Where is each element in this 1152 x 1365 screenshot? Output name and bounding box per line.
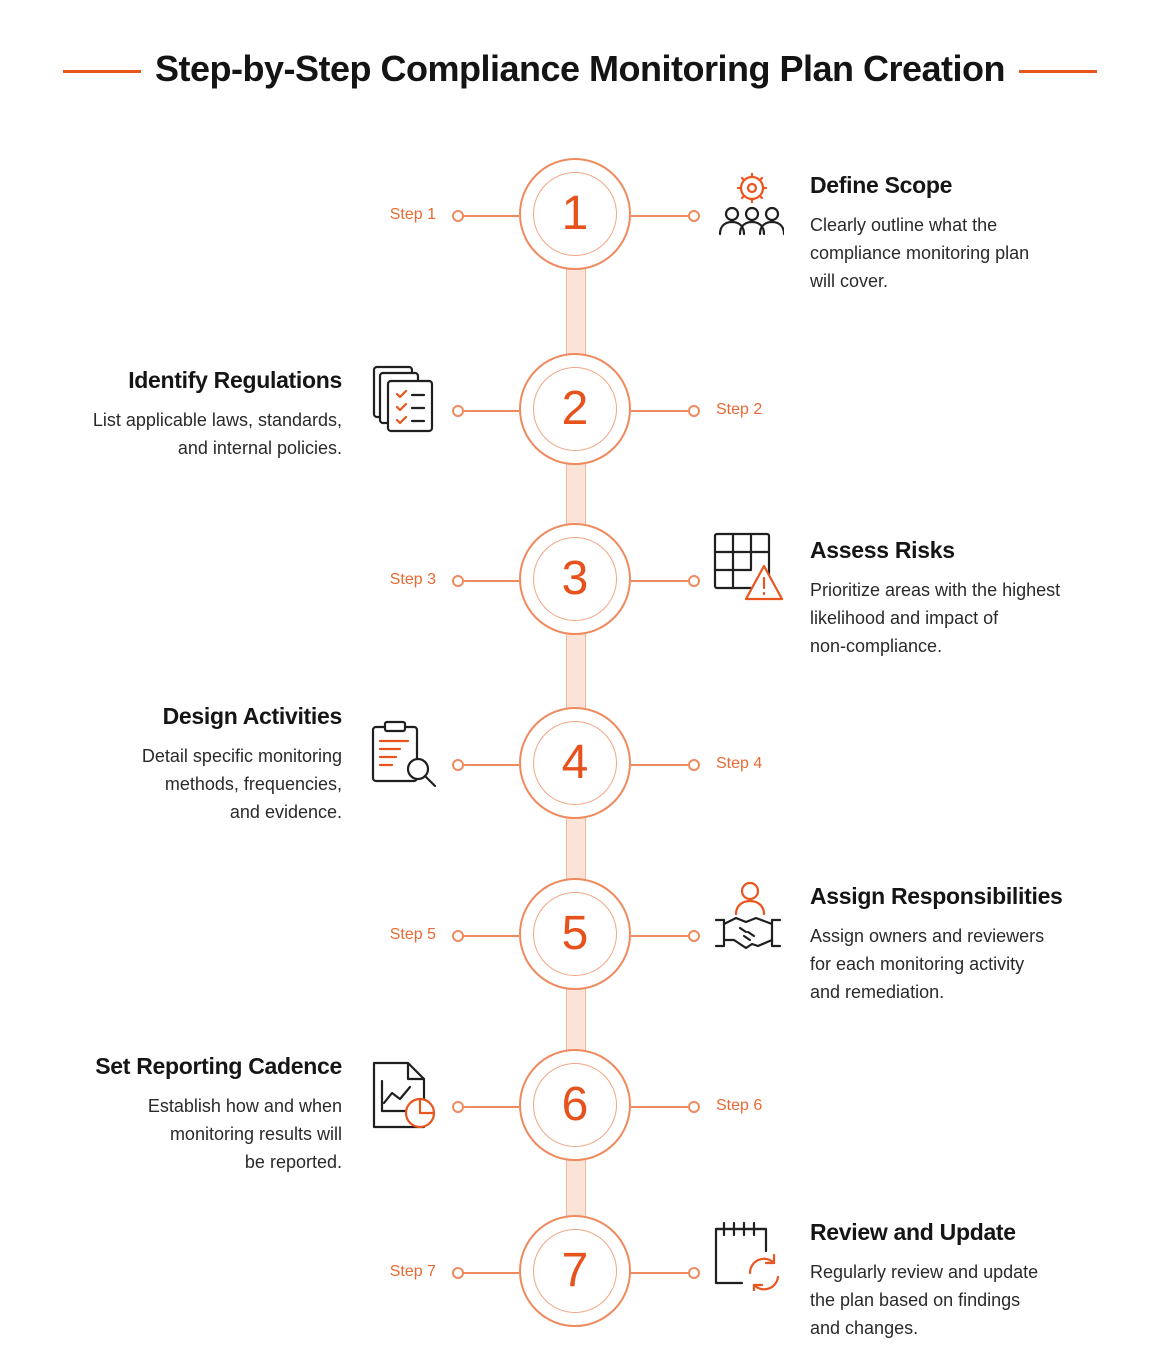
step-heading: Define Scope <box>810 172 953 198</box>
connector-line-left <box>462 935 519 937</box>
connector-line-right <box>631 1106 688 1108</box>
connector-dot-right <box>688 210 700 222</box>
step-text <box>810 883 1110 1006</box>
desc-line: Regularly review and update <box>810 1262 1039 1282</box>
person-handshake-icon <box>712 880 784 952</box>
step-label: Step 1 <box>389 206 436 223</box>
step-text <box>810 172 1110 295</box>
connector-line-right <box>631 1272 688 1274</box>
connector-line-right <box>631 580 688 582</box>
desc-line: non-compliance. <box>810 636 943 656</box>
step-heading: Identify Regulations <box>128 367 342 393</box>
connector-line-left <box>462 1272 519 1274</box>
connector-dot-right <box>688 930 700 942</box>
desc-line: and internal policies. <box>177 438 342 458</box>
title-rule-right <box>1019 70 1097 73</box>
desc-line: likelihood and impact of <box>810 608 999 628</box>
step-heading: Design Activities <box>162 703 342 729</box>
step-text <box>810 1219 1110 1342</box>
step-number-badge <box>519 523 631 635</box>
desc-line: for each monitoring activity <box>810 954 1025 974</box>
page-title: Step-by-Step Compliance Monitoring Plan Creation <box>154 48 1006 89</box>
desc-line: and evidence. <box>229 802 342 822</box>
desc-line: and changes. <box>810 1318 919 1338</box>
connector-line-left <box>462 764 519 766</box>
desc-line: Clearly outline what the <box>810 215 998 235</box>
step-description <box>42 406 342 462</box>
step-label: Step 4 <box>716 755 763 772</box>
step-number-badge <box>519 878 631 990</box>
step-text <box>42 367 342 462</box>
desc-line: monitoring results will <box>169 1124 342 1144</box>
step-text <box>42 703 342 826</box>
connector-dot-right <box>688 405 700 417</box>
connector-dot-right <box>688 575 700 587</box>
step-description <box>42 742 342 826</box>
connector-line-left <box>462 215 519 217</box>
connector-line-left <box>462 1106 519 1108</box>
desc-line: Establish how and when <box>147 1096 342 1116</box>
desc-line: be reported. <box>244 1152 342 1172</box>
clipboard-search-icon <box>368 719 440 791</box>
desc-line: List applicable laws, standards, <box>92 410 342 430</box>
connector-line-left <box>462 580 519 582</box>
desc-line: will cover. <box>810 271 889 291</box>
desc-line: the plan based on findings <box>810 1290 1021 1310</box>
connector-line-right <box>631 764 688 766</box>
step-description <box>810 576 1110 660</box>
step-label: Step 3 <box>389 571 436 588</box>
calendar-refresh-icon <box>712 1219 784 1291</box>
step-label: Step 5 <box>389 926 436 943</box>
step-number: 6 <box>533 1063 617 1147</box>
step-number: 1 <box>533 172 617 256</box>
step-label: Step 6 <box>716 1097 763 1114</box>
step-number: 5 <box>533 892 617 976</box>
connector-line-right <box>631 935 688 937</box>
desc-line: Detail specific monitoring <box>141 746 342 766</box>
step-heading: Assign Responsibilities <box>810 883 1063 909</box>
step-number: 2 <box>533 367 617 451</box>
step-description <box>810 922 1110 1006</box>
step-number: 4 <box>533 721 617 805</box>
connector-line-right <box>631 215 688 217</box>
team-gear-icon <box>712 168 784 240</box>
step-number: 7 <box>533 1229 617 1313</box>
desc-line: Prioritize areas with the highest <box>810 580 1061 600</box>
checklist-documents-icon <box>368 363 440 435</box>
connector-dot-right <box>688 1101 700 1113</box>
step-number: 3 <box>533 537 617 621</box>
step-heading: Assess Risks <box>810 537 955 563</box>
step-heading: Review and Update <box>810 1219 1016 1245</box>
step-text <box>810 537 1110 660</box>
step-text <box>42 1053 342 1176</box>
step-number-badge <box>519 158 631 270</box>
desc-line: compliance monitoring plan <box>810 243 1030 263</box>
step-label: Step 7 <box>389 1263 436 1280</box>
connector-line-right <box>631 410 688 412</box>
step-number-badge <box>519 1049 631 1161</box>
desc-line: Assign owners and reviewers <box>810 926 1045 946</box>
desc-line: methods, frequencies, <box>164 774 342 794</box>
connector-line-left <box>462 410 519 412</box>
connector-dot-right <box>688 759 700 771</box>
step-number-badge <box>519 707 631 819</box>
step-label: Step 2 <box>716 401 763 418</box>
connector-dot-right <box>688 1267 700 1279</box>
step-number-badge <box>519 1215 631 1327</box>
step-heading: Set Reporting Cadence <box>95 1053 342 1079</box>
desc-line: and remediation. <box>810 982 945 1002</box>
step-description <box>42 1092 342 1176</box>
risk-matrix-warning-icon <box>712 531 784 603</box>
step-description <box>810 1258 1110 1342</box>
step-description <box>810 211 1110 295</box>
report-clock-icon <box>368 1059 440 1131</box>
title-rule-left <box>63 70 141 73</box>
step-number-badge <box>519 353 631 465</box>
